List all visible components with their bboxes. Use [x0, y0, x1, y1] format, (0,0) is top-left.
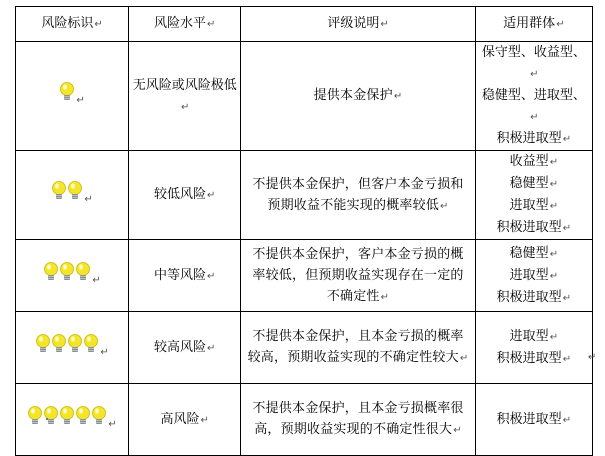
audience-line: 积极进取型↵ — [496, 289, 572, 305]
paragraph-return-icon: ↵ — [562, 414, 572, 426]
header-description: 评级说明↵ — [241, 7, 475, 42]
description-line: 不确定性↵ — [326, 288, 390, 304]
lightbulb-icon — [91, 405, 107, 434]
lightbulb-icon — [43, 261, 59, 290]
paragraph-return-icon: ↵ — [76, 95, 85, 106]
audience-line: 积极进取型↵ — [496, 220, 572, 235]
paragraph-return-icon: ↵ — [549, 270, 559, 282]
paragraph-return-icon: ↵ — [530, 69, 539, 80]
paragraph-return-icon: ↵ — [108, 418, 117, 430]
lightbulb-icon — [59, 261, 75, 290]
rating-description-cell — [241, 312, 475, 384]
paragraph-return-icon: ↵ — [94, 19, 103, 30]
paragraph-return-icon: ↵ — [562, 134, 572, 145]
lightbulb-icon — [75, 405, 91, 434]
table-row — [16, 42, 593, 151]
risk-rating-table — [15, 6, 593, 456]
risk-indicator-cell — [16, 151, 129, 240]
paragraph-return-icon: ↵ — [588, 352, 597, 363]
lightbulb-icon — [83, 333, 99, 362]
risk-level-cell — [129, 384, 241, 456]
paragraph-return-icon: ↵ — [459, 353, 469, 364]
paragraph-return-icon: ↵ — [440, 200, 449, 212]
header-audience: 适用群体↵ — [475, 7, 592, 42]
risk-indicator-cell — [16, 42, 129, 151]
paragraph-return-icon: ↵ — [562, 292, 572, 304]
rating-description-cell — [241, 42, 475, 151]
paragraph-return-icon: ↵ — [549, 179, 559, 190]
table-row — [16, 240, 593, 312]
paragraph-return-icon: ↵ — [380, 19, 389, 30]
lightbulb-icon — [67, 333, 83, 362]
description-line: 不提供本金保护，但客户本金亏损和 — [252, 176, 464, 192]
applicable-audience-cell — [475, 384, 592, 456]
audience-line: 进取型↵ — [509, 267, 559, 283]
risk-level-text: 无风险或风险极低 — [132, 77, 237, 93]
description-line: 预期收益不能实现的概率较低↵ — [267, 197, 449, 213]
lightbulb-group — [27, 405, 107, 434]
audience-line: 进取型↵ — [509, 198, 559, 213]
paragraph-return-icon: ↵ — [207, 19, 216, 30]
lightbulb-icon — [59, 405, 75, 434]
description-line: 不提供本金保护，且本金亏损的概率 — [252, 329, 464, 344]
rating-description-cell — [241, 384, 475, 456]
applicable-audience-cell — [475, 312, 592, 384]
paragraph-return-icon: ↵ — [549, 331, 559, 343]
paragraph-return-icon: ↵ — [549, 201, 559, 212]
description-line: 较高，预期收益实现的不确定性较大↵ — [247, 350, 469, 365]
description-line: 高，预期收益实现的不确定性很大↵ — [254, 422, 462, 437]
audience-line: 积极进取型↵ — [496, 350, 572, 366]
audience-line: 收益型↵ — [509, 154, 559, 169]
audience-line: 稳健型、进取型、↵ — [481, 88, 586, 123]
risk-level-text: 中等风险 — [154, 267, 207, 283]
audience-line: 稳健型↵ — [509, 245, 559, 261]
applicable-audience-cell — [475, 240, 592, 312]
paragraph-return-icon: ↵ — [207, 270, 216, 282]
paragraph-return-icon: ↵ — [549, 248, 559, 260]
lightbulb-icon — [67, 180, 83, 209]
paragraph-return-icon: ↵ — [393, 91, 403, 102]
paragraph-return-icon: ↵ — [92, 274, 101, 286]
paragraph-return-icon: ↵ — [530, 112, 539, 123]
description-line: 不提供本金保护，且本金亏损概率很 — [252, 401, 464, 416]
paragraph-return-icon: ↵ — [181, 101, 190, 113]
lightbulb-icon — [35, 333, 51, 362]
lightbulb-group — [35, 333, 99, 362]
risk-level-text: 高风险 — [160, 411, 200, 427]
risk-level-cell — [129, 312, 241, 384]
paragraph-return-icon: ↵ — [207, 342, 216, 354]
lightbulb-icon — [59, 81, 75, 110]
lightbulb-icon — [51, 180, 67, 209]
lightbulb-group — [51, 180, 83, 209]
paragraph-return-icon: ↵ — [200, 414, 209, 426]
description-line: 率较低，但预期收益实现存在一定的 — [252, 267, 464, 283]
lightbulb-icon — [27, 405, 43, 434]
page-dot — [46, 418, 48, 420]
paragraph-return-icon: ↵ — [207, 190, 216, 201]
lightbulb-icon — [51, 333, 67, 362]
rating-description-cell — [241, 240, 475, 312]
header-indicator: 风险标识↵ — [16, 7, 129, 42]
risk-indicator-cell — [16, 312, 129, 384]
paragraph-return-icon: ↵ — [562, 223, 572, 234]
header-level: 风险水平↵ — [129, 7, 241, 42]
risk-level-cell — [129, 151, 241, 240]
header-row — [16, 7, 593, 42]
audience-line: 稳健型↵ — [509, 176, 559, 191]
risk-level-text: 较低风险 — [154, 187, 207, 202]
audience-line: 进取型↵ — [509, 328, 559, 344]
applicable-audience-cell — [475, 151, 592, 240]
paragraph-return-icon: ↵ — [556, 19, 565, 30]
risk-indicator-cell — [16, 384, 129, 456]
paragraph-return-icon: ↵ — [453, 425, 462, 436]
description-line: 不提供本金保护，客户本金亏损的概 — [252, 246, 464, 262]
lightbulb-icon — [75, 261, 91, 290]
audience-line: 积极进取型↵ — [496, 411, 572, 427]
table-row — [16, 384, 593, 456]
risk-level-text: 较高风险 — [154, 339, 207, 355]
risk-level-cell — [129, 42, 241, 151]
risk-indicator-cell — [16, 240, 129, 312]
table-row — [16, 312, 593, 384]
paragraph-return-icon: ↵ — [100, 346, 109, 358]
paragraph-return-icon: ↵ — [562, 353, 572, 365]
paragraph-return-icon: ↵ — [549, 157, 559, 168]
rating-description-cell — [241, 151, 475, 240]
lightbulb-group — [43, 261, 91, 290]
risk-level-cell — [129, 240, 241, 312]
description-line: 提供本金保护↵ — [313, 88, 403, 103]
lightbulb-group — [59, 81, 75, 110]
paragraph-return-icon: ↵ — [380, 291, 390, 303]
audience-line: 保守型、收益型、↵ — [481, 45, 586, 80]
table-row — [16, 151, 593, 240]
paragraph-return-icon: ↵ — [84, 194, 93, 205]
applicable-audience-cell — [475, 42, 592, 151]
audience-line: 积极进取型↵ — [496, 131, 572, 146]
